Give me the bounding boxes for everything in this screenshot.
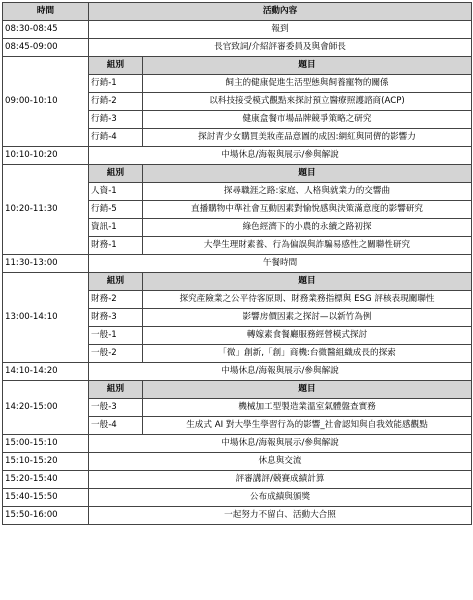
topic-cell: 機械加工型製造業溫室氣體盤查實務 xyxy=(143,399,472,417)
time-cell: 15:50-16:00 xyxy=(3,507,89,525)
topic-header: 題目 xyxy=(143,57,472,75)
session-time-cell: 14:20-15:00 xyxy=(3,381,89,435)
time-cell: 14:10-14:20 xyxy=(3,363,89,381)
topic-cell: 「微」創新,「創」商機:台微醫組織成長的探索 xyxy=(143,345,472,363)
session-subheader-row xyxy=(3,381,472,399)
activity-cell: 長官致詞/介紹評審委員及與會師長 xyxy=(89,39,472,57)
group-cell: 一般-4 xyxy=(89,417,143,435)
topic-cell: 探尋職涯之路:家庭、人格與就業力的交響曲 xyxy=(143,183,472,201)
group-cell: 一般-3 xyxy=(89,399,143,417)
topic-cell: 健康盒餐市場品牌競爭策略之研究 xyxy=(143,111,472,129)
session-time-cell: 10:20-11:30 xyxy=(3,165,89,255)
activity-cell: 午餐時間 xyxy=(89,255,472,273)
table-row xyxy=(3,255,472,273)
time-cell: 15:40-15:50 xyxy=(3,489,89,507)
topic-cell: 以科技接受模式觀點來探討預立醫療照護諮商(ACP) xyxy=(143,93,472,111)
group-header: 組別 xyxy=(89,381,143,399)
table-row xyxy=(3,435,472,453)
session-subheader-row xyxy=(3,57,472,75)
topic-header: 題目 xyxy=(143,381,472,399)
topic-cell: 生成式 AI 對大學生學習行為的影響_社會認知與自我效能感觀點 xyxy=(143,417,472,435)
table-row xyxy=(3,39,472,57)
group-header: 組別 xyxy=(89,273,143,291)
topic-cell: 直播購物中準社會互動因素對愉悅感與決策滿意度的影響研究 xyxy=(143,201,472,219)
group-cell: 行銷-2 xyxy=(89,93,143,111)
time-cell: 08:30-08:45 xyxy=(3,21,89,39)
group-cell: 資訊-1 xyxy=(89,219,143,237)
time-cell: 15:20-15:40 xyxy=(3,471,89,489)
topic-header: 題目 xyxy=(143,273,472,291)
header-row xyxy=(3,3,472,21)
group-cell: 行銷-1 xyxy=(89,75,143,93)
table-row xyxy=(3,363,472,381)
table-row xyxy=(3,147,472,165)
group-cell: 行銷-5 xyxy=(89,201,143,219)
table-row xyxy=(3,21,472,39)
activity-cell: 中場休息/海報與展示/參與解說 xyxy=(89,363,472,381)
group-cell: 財務-3 xyxy=(89,309,143,327)
activity-cell: 一起努力不留白、活動大合照 xyxy=(89,507,472,525)
group-cell: 行銷-4 xyxy=(89,129,143,147)
session-subheader-row xyxy=(3,165,472,183)
group-header: 組別 xyxy=(89,57,143,75)
topic-cell: 探討青少女購買美妝產品意圖的成因:網紅與同儕的影響力 xyxy=(143,129,472,147)
activity-cell: 中場休息/海報與展示/參與解說 xyxy=(89,147,472,165)
topic-cell: 大學生理財素養、行為偏誤與詐騙易感性之關聯性研究 xyxy=(143,237,472,255)
group-header: 組別 xyxy=(89,165,143,183)
time-cell: 15:10-15:20 xyxy=(3,453,89,471)
time-cell: 15:00-15:10 xyxy=(3,435,89,453)
table-row xyxy=(3,453,472,471)
group-cell: 一般-2 xyxy=(89,345,143,363)
session-time-cell: 09:00-10:10 xyxy=(3,57,89,147)
session-subheader-row xyxy=(3,273,472,291)
table-row xyxy=(3,489,472,507)
session-time-cell: 13:00-14:10 xyxy=(3,273,89,363)
time-cell: 10:10-10:20 xyxy=(3,147,89,165)
group-cell: 一般-1 xyxy=(89,327,143,345)
topic-cell: 飼主的健康促進生活型態與飼養寵物的關係 xyxy=(143,75,472,93)
group-cell: 財務-2 xyxy=(89,291,143,309)
activity-cell: 公布成績與頒獎 xyxy=(89,489,472,507)
table-row xyxy=(3,471,472,489)
topic-header: 題目 xyxy=(143,165,472,183)
time-cell: 08:45-09:00 xyxy=(3,39,89,57)
group-cell: 行銷-3 xyxy=(89,111,143,129)
activity-cell: 休息與交流 xyxy=(89,453,472,471)
activity-cell: 中場休息/海報與展示/參與解說 xyxy=(89,435,472,453)
time-header: 時間 xyxy=(3,3,89,21)
topic-cell: 影響房價因素之探討—以新竹為例 xyxy=(143,309,472,327)
content-header: 活動內容 xyxy=(89,3,472,21)
activity-cell: 評審講評/競賽成績計算 xyxy=(89,471,472,489)
topic-cell: 綠色經濟下的小農的永續之路初探 xyxy=(143,219,472,237)
group-cell: 人資-1 xyxy=(89,183,143,201)
group-cell: 財務-1 xyxy=(89,237,143,255)
topic-cell: 轉嫁素食餐廳服務經營模式探討 xyxy=(143,327,472,345)
time-cell: 11:30-13:00 xyxy=(3,255,89,273)
topic-cell: 探究產險業之公平待客原則、財務業務指標與 ESG 評核表現關聯性 xyxy=(143,291,472,309)
table-row xyxy=(3,507,472,525)
activity-cell: 報到 xyxy=(89,21,472,39)
schedule-table xyxy=(2,2,472,525)
